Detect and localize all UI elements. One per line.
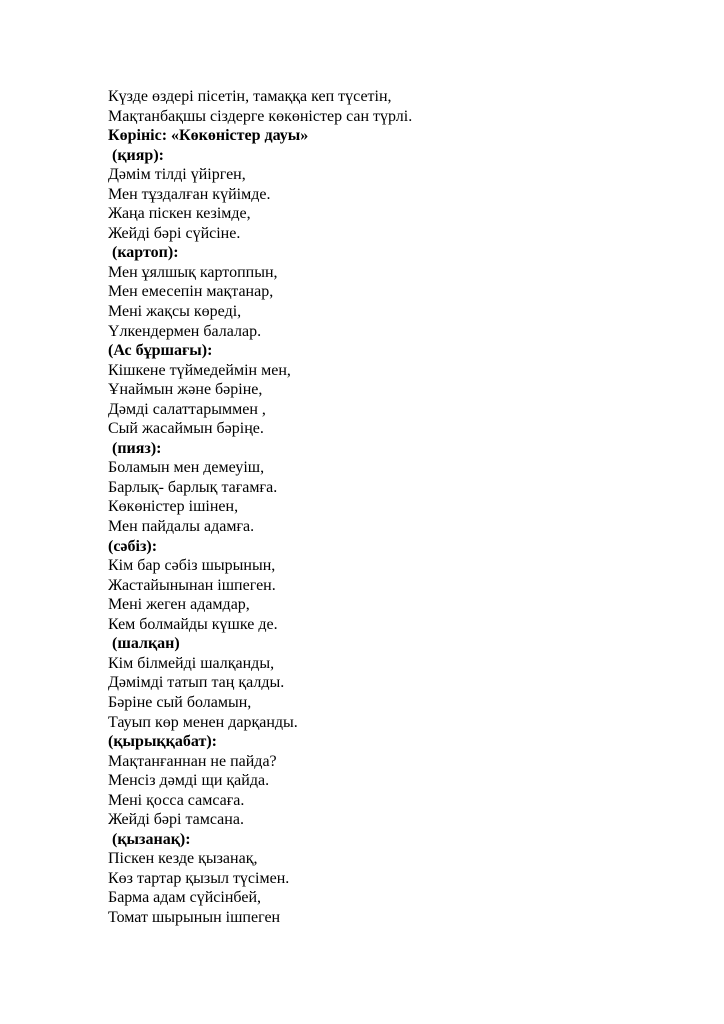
verse-line: Көкөністер ішінен, <box>108 498 239 516</box>
intro-line: Күзде өздері пісетін, тамаққа кеп түсетін, <box>108 88 392 105</box>
verse-line: Жейді бәрі сүйсіне. <box>108 224 241 242</box>
speaker-label: (шалқан) <box>108 635 180 653</box>
verse-line: Дәмімді татып таң қалды. <box>108 674 285 692</box>
poem-text <box>108 87 668 928</box>
verse-line: Кішкене түймедеймін мен, <box>108 361 291 379</box>
speaker-label: (қияр): <box>108 146 164 164</box>
verse-line: Жаңа піскен кезімде, <box>108 205 251 223</box>
verse-line: Көз тартар қызыл түсімен. <box>108 869 290 887</box>
scene-title: Көрініс: «Көкөністер дауы» <box>108 127 309 145</box>
verse-line: Сый жасаймын бәріңе. <box>108 420 264 438</box>
verse-line: Мен ұялшық картоппын, <box>108 263 278 281</box>
verse-line: Бәріне сый боламын, <box>108 693 252 711</box>
verse-line: Үлкендермен балалар. <box>108 322 262 340</box>
verse-line: Ұнаймын және бәріне, <box>108 381 263 399</box>
verse-line: Піскен кезде қызанақ, <box>108 850 258 868</box>
speaker-label: (картоп): <box>108 244 179 262</box>
verse-line: Жейді бәрі тамсана. <box>108 811 244 829</box>
verse-line: Барма адам сүйсінбей, <box>108 889 261 907</box>
verse-line: Менсіз дәмді щи қайда. <box>108 772 270 790</box>
speaker-label: (қызанақ): <box>108 830 191 848</box>
verse-line: Мен пайдалы адамға. <box>108 518 255 536</box>
verse-line: Дәмді салаттарыммен , <box>108 400 266 418</box>
speaker-label: (сәбіз): <box>108 537 158 555</box>
speaker-label: (қырыққабат): <box>108 733 217 751</box>
verse-line: Боламын мен демеуіш, <box>108 459 265 477</box>
verse-line: Мені жақсы көреді, <box>108 303 242 321</box>
verse-line: Тауып көр менен дарқанды. <box>108 713 298 731</box>
verse-line: Мені қосса самсаға. <box>108 791 245 809</box>
verse-line: Кім білмейді шалқанды, <box>108 654 275 672</box>
speaker-label: (Ас бұршағы): <box>108 342 213 360</box>
intro-line: Мақтанбақшы сіздерге көкөністер сан түрлі. <box>108 107 413 125</box>
verse-line: Барлық- барлық тағамға. <box>108 478 278 496</box>
verse-line: Мақтанғаннан не пайда? <box>108 752 277 770</box>
verse-line: Мен тұздалған күйімде. <box>108 185 271 203</box>
verse-line: Жастайынынан ішпеген. <box>108 576 276 594</box>
verse-line: Мен емесепін мақтанар, <box>108 283 274 301</box>
verse-line: Кем болмайды күшке де. <box>108 615 278 633</box>
verse-line: Томат шырынын ішпеген <box>108 908 281 926</box>
verse-line: Кім бар сәбіз шырынын, <box>108 557 276 575</box>
verse-line: Мені жеген адамдар, <box>108 596 250 614</box>
speaker-label: (пияз): <box>108 439 162 457</box>
verse-line: Дәмім тілді үйірген, <box>108 166 246 184</box>
